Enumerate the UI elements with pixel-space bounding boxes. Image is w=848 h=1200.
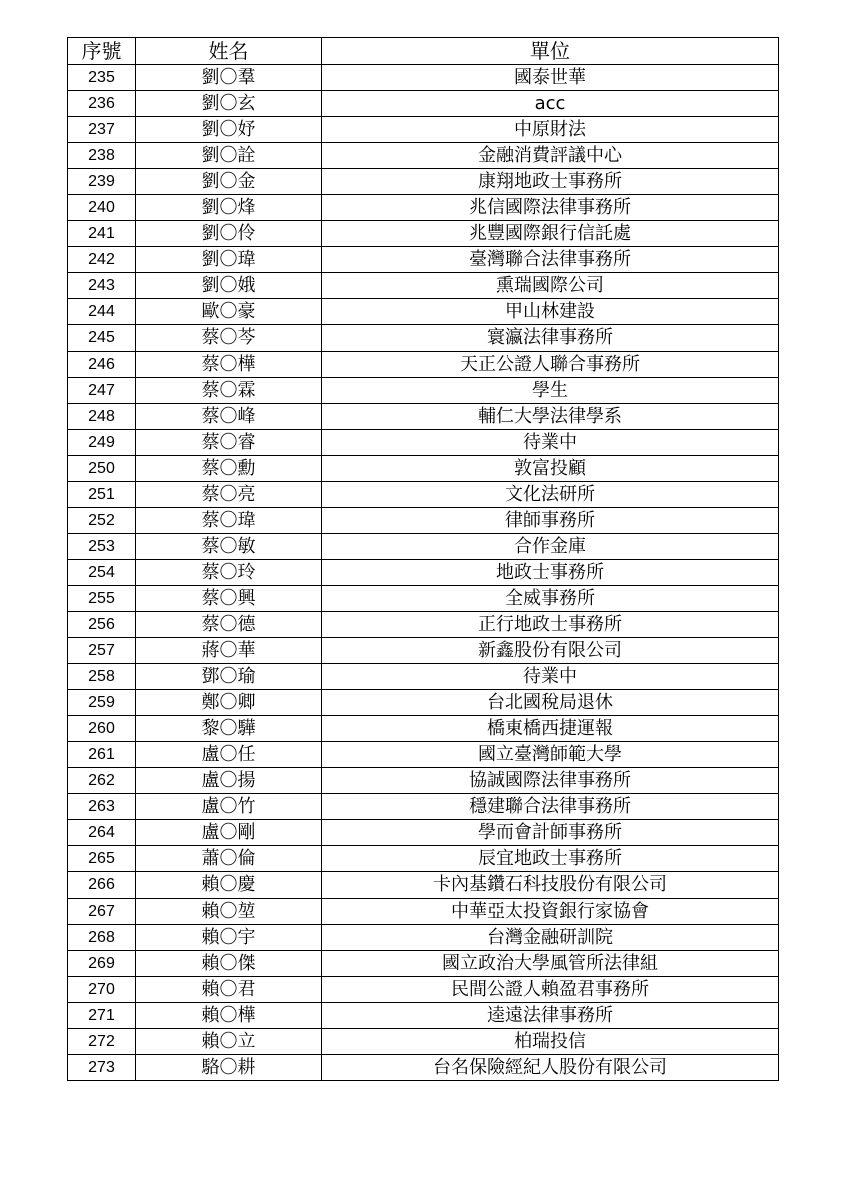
name-cell: 劉〇金 [136,169,322,195]
table-row [68,325,779,351]
unit-cell: 穩建聯合法律事務所 [322,794,779,820]
name-cell: 蔣〇華 [136,638,322,664]
unit-cell: 天正公證人聯合事務所 [322,351,779,377]
name-cell: 盧〇剛 [136,820,322,846]
serial-number-cell: 257 [68,638,136,664]
serial-number-cell: 262 [68,768,136,794]
table-row [68,664,779,690]
unit-cell: 民間公證人賴盈君事務所 [322,976,779,1002]
unit-cell: 金融消費評議中心 [322,143,779,169]
unit-cell: 國立臺灣師範大學 [322,742,779,768]
serial-number-cell: 263 [68,794,136,820]
name-cell: 蔡〇敏 [136,533,322,559]
serial-number-cell: 254 [68,559,136,585]
unit-cell: 學生 [322,377,779,403]
serial-number-cell: 247 [68,377,136,403]
table-row [68,299,779,325]
serial-number-cell: 249 [68,429,136,455]
table-row [68,221,779,247]
serial-number-cell: 244 [68,299,136,325]
serial-number-cell: 246 [68,351,136,377]
name-cell: 劉〇羣 [136,65,322,91]
unit-cell: 康翔地政士事務所 [322,169,779,195]
unit-cell: 兆信國際法律事務所 [322,195,779,221]
name-cell: 蔡〇瑋 [136,507,322,533]
table-row [68,273,779,299]
table-row [68,794,779,820]
table-row [68,143,779,169]
serial-number-cell: 267 [68,898,136,924]
unit-cell: 逵遠法律事務所 [322,1002,779,1028]
serial-number-cell: 239 [68,169,136,195]
serial-number-cell: 243 [68,273,136,299]
table-row [68,455,779,481]
table-row [68,742,779,768]
name-cell: 蔡〇樺 [136,351,322,377]
unit-cell: 臺灣聯合法律事務所 [322,247,779,273]
name-cell: 賴〇堃 [136,898,322,924]
serial-number-cell: 270 [68,976,136,1002]
serial-number-cell: 273 [68,1054,136,1080]
unit-cell: 台名保險經紀人股份有限公司 [322,1054,779,1080]
table-row [68,846,779,872]
serial-number-cell: 268 [68,924,136,950]
name-cell: 賴〇傑 [136,950,322,976]
name-cell: 劉〇玄 [136,91,322,117]
unit-cell: 國立政治大學風管所法律組 [322,950,779,976]
serial-number-cell: 264 [68,820,136,846]
table-row [68,169,779,195]
name-cell: 劉〇詮 [136,143,322,169]
serial-number-cell: 255 [68,585,136,611]
serial-number-cell: 260 [68,716,136,742]
name-cell: 蔡〇興 [136,585,322,611]
table-row [68,585,779,611]
unit-cell: 卡內基鑽石科技股份有限公司 [322,872,779,898]
serial-number-cell: 261 [68,742,136,768]
unit-cell: 國泰世華 [322,65,779,91]
serial-number-cell: 245 [68,325,136,351]
table-row [68,898,779,924]
name-cell: 盧〇揚 [136,768,322,794]
name-cell: 賴〇慶 [136,872,322,898]
unit-cell: 中華亞太投資銀行家協會 [322,898,779,924]
name-cell: 蔡〇亮 [136,481,322,507]
table-row [68,924,779,950]
table-row [68,351,779,377]
table-row [68,611,779,637]
name-cell: 劉〇娥 [136,273,322,299]
unit-cell: acc [322,91,779,117]
table-row [68,65,779,91]
unit-cell: 柏瑞投信 [322,1028,779,1054]
roster-table [67,37,779,1081]
name-cell: 劉〇妤 [136,117,322,143]
table-row [68,1054,779,1080]
table-row [68,690,779,716]
serial-number-cell: 256 [68,611,136,637]
unit-cell: 橋東橋西捷運報 [322,716,779,742]
table-row [68,377,779,403]
name-cell: 賴〇君 [136,976,322,1002]
serial-number-cell: 251 [68,481,136,507]
unit-cell: 協誠國際法律事務所 [322,768,779,794]
unit-cell: 地政士事務所 [322,559,779,585]
name-cell: 鄭〇卿 [136,690,322,716]
name-cell: 黎〇驊 [136,716,322,742]
table-row [68,195,779,221]
serial-number-cell: 271 [68,1002,136,1028]
table-row [68,117,779,143]
serial-number-cell: 252 [68,507,136,533]
table-row [68,481,779,507]
unit-cell: 新鑫股份有限公司 [322,638,779,664]
table-row [68,976,779,1002]
name-cell: 盧〇任 [136,742,322,768]
unit-cell: 輔仁大學法律學系 [322,403,779,429]
name-cell: 蔡〇峰 [136,403,322,429]
unit-cell: 熏瑞國際公司 [322,273,779,299]
table-row [68,403,779,429]
header-unit: 單位 [322,38,779,65]
unit-cell: 兆豐國際銀行信託處 [322,221,779,247]
unit-cell: 寰瀛法律事務所 [322,325,779,351]
table-body [68,65,779,1081]
table-row [68,429,779,455]
serial-number-cell: 253 [68,533,136,559]
table-row [68,247,779,273]
name-cell: 蔡〇芩 [136,325,322,351]
serial-number-cell: 269 [68,950,136,976]
table-row [68,716,779,742]
serial-number-cell: 241 [68,221,136,247]
name-cell: 蔡〇霖 [136,377,322,403]
unit-cell: 中原財法 [322,117,779,143]
serial-number-cell: 235 [68,65,136,91]
table-row [68,638,779,664]
table-row [68,1002,779,1028]
table-row [68,950,779,976]
serial-number-cell: 236 [68,91,136,117]
header-name: 姓名 [136,38,322,65]
header-row [68,38,779,65]
unit-cell: 敦富投顧 [322,455,779,481]
name-cell: 劉〇烽 [136,195,322,221]
name-cell: 賴〇立 [136,1028,322,1054]
table-row [68,1028,779,1054]
table-row [68,559,779,585]
name-cell: 賴〇宇 [136,924,322,950]
serial-number-cell: 248 [68,403,136,429]
unit-cell: 合作金庫 [322,533,779,559]
table-row [68,872,779,898]
name-cell: 鄧〇瑜 [136,664,322,690]
unit-cell: 台北國稅局退休 [322,690,779,716]
table-header [68,38,779,65]
name-cell: 劉〇伶 [136,221,322,247]
unit-cell: 正行地政士事務所 [322,611,779,637]
name-cell: 蔡〇勳 [136,455,322,481]
serial-number-cell: 242 [68,247,136,273]
name-cell: 駱〇耕 [136,1054,322,1080]
table-row [68,768,779,794]
name-cell: 蔡〇德 [136,611,322,637]
serial-number-cell: 238 [68,143,136,169]
table-row [68,533,779,559]
unit-cell: 待業中 [322,664,779,690]
table-row [68,91,779,117]
serial-number-cell: 250 [68,455,136,481]
name-cell: 盧〇竹 [136,794,322,820]
name-cell: 蔡〇玲 [136,559,322,585]
name-cell: 蔡〇睿 [136,429,322,455]
serial-number-cell: 266 [68,872,136,898]
name-cell: 劉〇瑋 [136,247,322,273]
unit-cell: 文化法研所 [322,481,779,507]
unit-cell: 律師事務所 [322,507,779,533]
name-cell: 賴〇樺 [136,1002,322,1028]
serial-number-cell: 259 [68,690,136,716]
serial-number-cell: 265 [68,846,136,872]
name-cell: 蕭〇倫 [136,846,322,872]
unit-cell: 台灣金融研訓院 [322,924,779,950]
serial-number-cell: 258 [68,664,136,690]
unit-cell: 全威事務所 [322,585,779,611]
table-row [68,820,779,846]
unit-cell: 學而會計師事務所 [322,820,779,846]
serial-number-cell: 240 [68,195,136,221]
unit-cell: 甲山林建設 [322,299,779,325]
header-serial-number: 序號 [68,38,136,65]
table-row [68,507,779,533]
unit-cell: 辰宜地政士事務所 [322,846,779,872]
serial-number-cell: 272 [68,1028,136,1054]
unit-cell: 待業中 [322,429,779,455]
name-cell: 歐〇豪 [136,299,322,325]
serial-number-cell: 237 [68,117,136,143]
